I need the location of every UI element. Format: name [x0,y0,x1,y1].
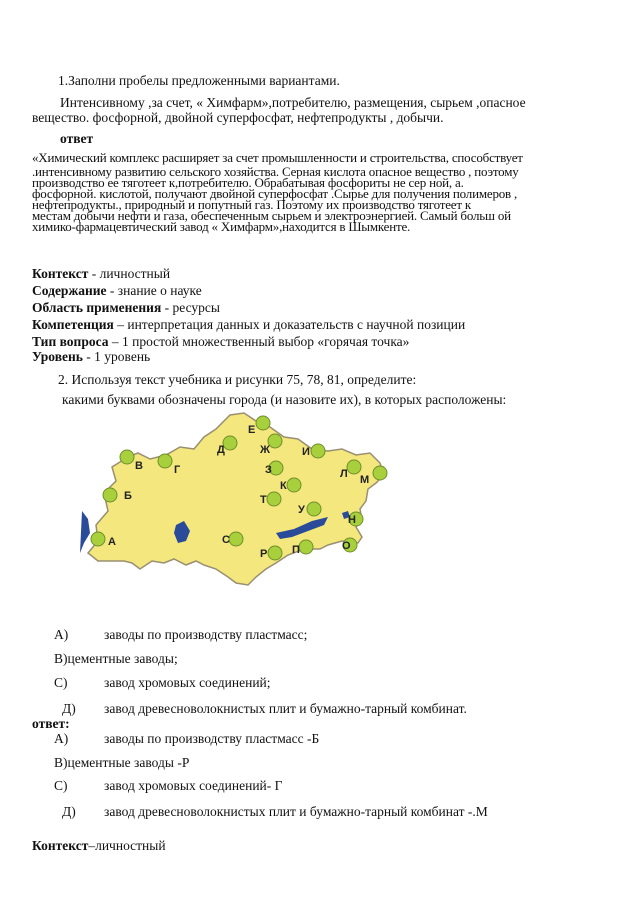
meta-level: Уровень - 1 уровень [32,349,151,364]
city-marker [103,488,117,502]
meta-question-type: Тип вопроса – 1 простой множественный выбор «горячая точка» [32,334,410,349]
city-letter-label: З [265,464,272,476]
question-c: С) завод хромовых соединений; [54,675,271,690]
city-marker [268,546,282,560]
city-marker [287,478,301,492]
task1-options-line1: Интенсивному ,за счет, « Химфарм»,потребителю, размещения, сырьем ,опасное [60,95,526,110]
answer-b: В)цементные заводы -Р [54,755,190,770]
city-letter-label: Ж [260,444,270,456]
answer-line-3: производство ее тяготеет к,потребителю. Обрабатывая фосфориты не сер ной, а. [32,175,464,190]
meta-content: Содержание - знание о науке [32,283,202,298]
answer-line-6: местам добычи нефти и газа, обеспеченным сырьем и электроэнергией. Самый больш ой [32,208,511,223]
city-letter-label: Д [217,444,225,456]
city-letter-label: Г [174,464,181,476]
question-a: А) заводы по производству пластмасс; [54,627,308,642]
city-marker [229,532,243,546]
answer-c: С) завод хромовых соединений- Г [54,778,283,793]
task1-title: 1.Заполни пробелы предложенными вариантами. [58,73,340,88]
city-marker [268,434,282,448]
city-marker [158,454,172,468]
city-letter-label: У [298,504,305,516]
question-d: Д) завод древесноволокнистых плит и бумажно-тарный комбинат. [62,701,467,716]
answer-line-5: нефтепродукты., природный и попутный газ. Поэтому их производство тяготеет к [32,197,472,212]
city-marker [373,466,387,480]
city-marker [223,436,237,450]
city-letter-label: О [342,540,351,552]
city-marker [267,492,281,506]
city-letter-label: И [302,446,310,458]
city-marker [120,450,134,464]
answer2-label: ответ: [32,716,70,731]
city-marker [311,444,325,458]
answer-line-7: химико-фармацевтический завод « Химфарм»,находится в Шымкенте. [32,219,411,234]
task1-answer-label: ответ [60,131,94,146]
city-marker [91,532,105,546]
city-letter-label: Т [260,494,267,506]
kazakhstan-map [80,393,410,603]
city-letter-label: П [292,544,300,556]
caspian-sea [80,511,90,553]
question-b: В)цементные заводы; [54,651,178,666]
task2-line1: 2. Используя текст учебника и рисунки 75, 78, 81, определите: [58,372,417,387]
answer-line-2: .интенсивному развитию сельского хозяйства. Серная кислота опасное вещество , поэтому [32,164,519,179]
answer-line-4: фосфорной. кислотой, получают двойной суперфосфат .Сырье для получения полимеров , [32,186,518,201]
city-letter-label: Е [248,424,256,436]
footer-context: Контекст–личностный [32,838,166,853]
meta-competence: Компетенция – интерпретация данных и доказательств с научной позиции [32,317,466,332]
city-marker [299,540,313,554]
city-letter-label: Л [340,468,348,480]
city-marker [256,416,270,430]
answer-d: Д) завод древесноволокнистых плит и бумажно-тарный комбинат -.М [62,804,488,819]
answer-line-1: «Химический комплекс расширяет за счет промышленности и строительства, способствует [32,150,523,165]
city-marker [347,460,361,474]
city-letter-label: С [222,534,230,546]
meta-context: Контекст - личностный [32,266,171,281]
city-marker [307,502,321,516]
task2-line2: какими буквами обозначены города (и назовите их), в которых расположены: [62,392,507,407]
answer-a: А) заводы по производству пластмасс -Б [54,731,320,746]
meta-area: Область применения - ресурсы [32,300,220,315]
city-letter-label: В [135,460,143,472]
city-letter-label: Р [260,548,268,560]
city-letter-label: Н [348,514,356,526]
city-letter-label: К [280,480,287,492]
city-letter-label: А [108,536,116,548]
city-letter-label: Б [124,490,132,502]
task1-options-line2: вещество. фосфорной, двойной суперфосфат, нефтепродукты , добычи. [32,110,444,125]
city-letter-label: М [360,474,370,486]
